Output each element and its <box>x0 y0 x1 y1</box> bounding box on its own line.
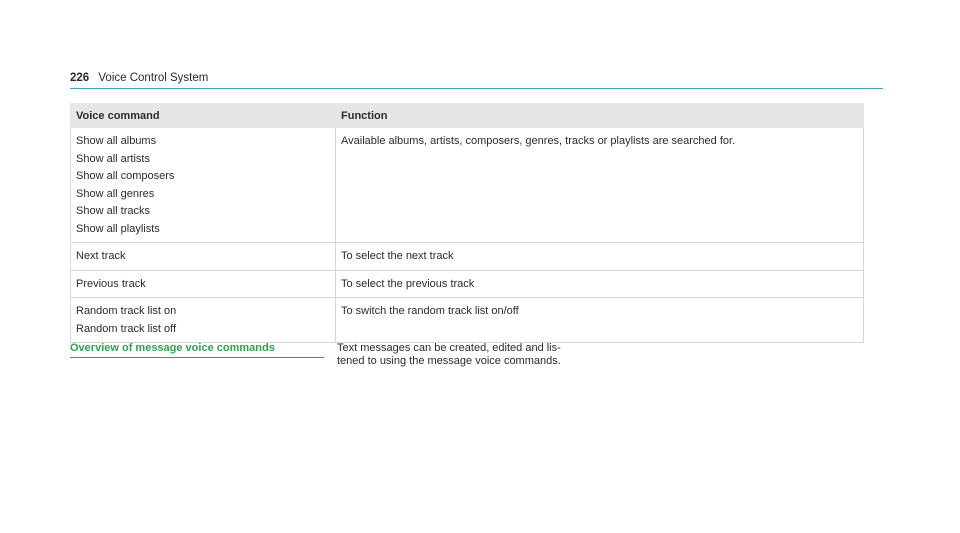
command-cell <box>71 243 336 271</box>
paragraph-line: tened to using the message voice commands. <box>337 355 561 367</box>
page-number: 226 <box>70 72 90 84</box>
command-text: Show all tracks <box>76 205 150 217</box>
command-text: Previous track <box>76 277 146 290</box>
table-header-row <box>71 104 864 128</box>
table-row <box>71 298 864 343</box>
voice-command-table <box>70 103 864 343</box>
page-header-title: Voice Control System <box>98 72 209 84</box>
function-cell: To select the next track <box>336 243 864 271</box>
command-text: Show all artists <box>76 152 150 165</box>
command-text: Random track list off <box>76 322 177 335</box>
command-cell <box>71 298 336 343</box>
paragraph-line: Text messages can be created, edited and lis- <box>337 342 561 354</box>
command-text: Show all composers <box>76 170 175 182</box>
section-paragraph <box>337 342 637 368</box>
table-row <box>71 243 864 271</box>
command-text: Show all albums <box>76 135 157 147</box>
function-cell: To select the previous track <box>336 270 864 298</box>
page-header <box>70 72 208 84</box>
section-heading-message-commands: Overview of message voice commands <box>70 342 324 358</box>
function-cell: To switch the random track list on/off <box>336 298 864 343</box>
table-row <box>71 128 864 243</box>
column-header-voice-command: Voice command <box>71 104 336 128</box>
header-divider <box>70 88 883 89</box>
command-text: Show all genres <box>76 187 155 200</box>
command-text: Show all playlists <box>76 222 160 235</box>
command-cell <box>71 128 336 243</box>
command-cell <box>71 270 336 298</box>
column-header-function: Function <box>336 104 864 128</box>
command-text: Next track <box>76 250 126 262</box>
function-cell: Available albums, artists, composers, genres, tracks or playlists are searched for. <box>336 128 864 243</box>
table-row <box>71 270 864 298</box>
command-text: Random track list on <box>76 305 177 317</box>
